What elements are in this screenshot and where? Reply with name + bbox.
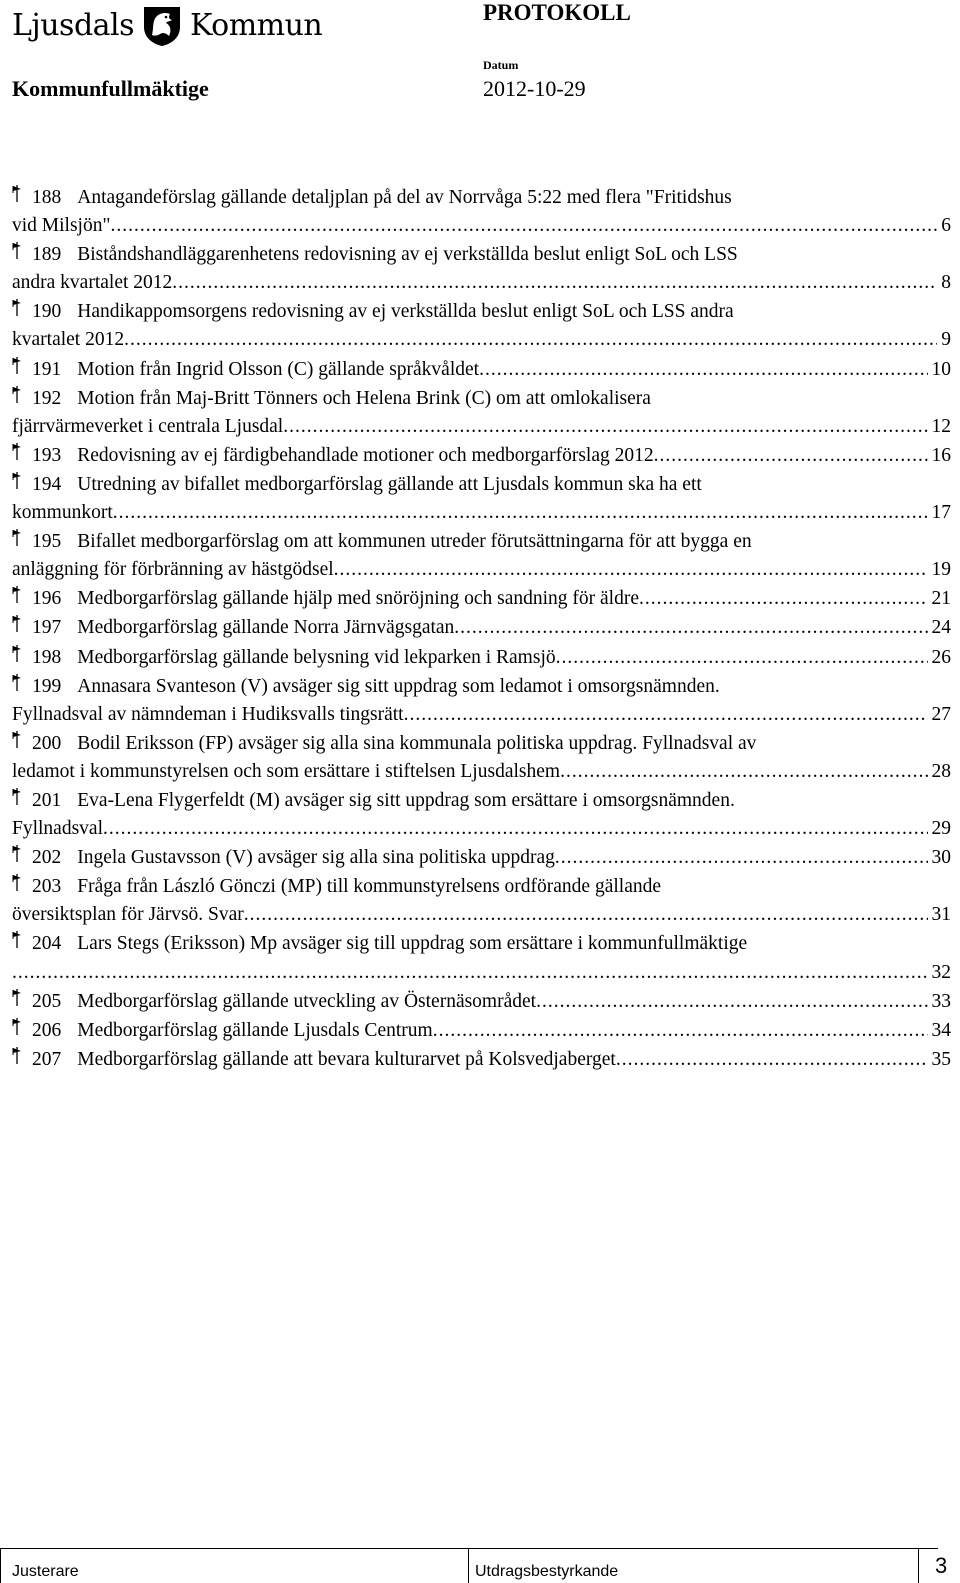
document-date: 2012-10-29 — [483, 76, 586, 101]
toc-entry[interactable] — [12, 672, 951, 729]
heading-marker-icon — [12, 643, 22, 663]
heading-marker-icon — [12, 843, 22, 863]
dot-leader — [172, 269, 937, 297]
dot-leader — [555, 844, 928, 872]
toc-entry-title: Biståndshandläggarenhetens redovisning av ej verkställda beslut enligt SoL och LSS — [77, 244, 738, 266]
toc-entry-title: Medborgarförslag gällande Norra Järnvägsgatan — [77, 617, 455, 639]
dot-leader — [113, 499, 928, 527]
toc-entry-page: 27 — [931, 703, 951, 725]
dot-leader — [639, 585, 928, 613]
dot-leader — [433, 1017, 928, 1045]
heading-marker-icon — [12, 470, 22, 490]
toc-entry-page: 35 — [931, 1048, 951, 1070]
heading-marker-icon — [12, 987, 22, 1007]
heading-marker-icon — [12, 297, 22, 317]
toc-entry-page: 19 — [931, 559, 951, 581]
toc-entry-number: 198 — [32, 646, 62, 668]
toc-entry-page: 28 — [931, 760, 951, 782]
heading-marker-icon — [12, 1016, 22, 1036]
toc-entry-title: ledamot i kommunstyrelsen och som ersättare i stiftelsen Ljusdalshem — [12, 760, 561, 782]
toc-entry[interactable] — [12, 1045, 951, 1074]
toc-entry-number: 189 — [32, 244, 62, 266]
heading-marker-icon — [12, 786, 22, 806]
municipality-logo — [12, 4, 322, 48]
toc-entry[interactable] — [12, 584, 951, 613]
heading-marker-icon — [12, 1045, 22, 1065]
toc-entry[interactable] — [12, 240, 951, 297]
heading-marker-icon — [12, 672, 22, 692]
toc-entry-title: vid Milsjön" — [12, 215, 111, 237]
toc-entry-title: Motion från Ingrid Olsson (C) gällande språkvåldet — [77, 358, 480, 380]
heading-marker-icon — [12, 240, 22, 260]
dot-leader — [12, 959, 928, 987]
page-number: 3 — [935, 1553, 948, 1578]
heading-marker-icon — [12, 355, 22, 375]
toc-entry[interactable] — [12, 441, 951, 470]
toc-entry-number: 200 — [32, 732, 62, 754]
heading-marker-icon — [12, 384, 22, 404]
toc-entry-number: 191 — [32, 358, 62, 380]
toc-entry-page: 16 — [931, 444, 951, 466]
dot-leader — [283, 413, 927, 441]
toc-entry-title: Medborgarförslag gällande utveckling av Östernäsområdet — [77, 990, 537, 1012]
toc-entry-number: 196 — [32, 588, 62, 610]
toc-entry-title: Bodil Eriksson (FP) avsäger sig alla sina kommunala politiska uppdrag. Fyllnadsval av — [77, 732, 757, 754]
toc-entry-page: 24 — [931, 617, 951, 639]
dot-leader — [479, 356, 927, 384]
footer-utdragsbestyrkande-label: Utdragsbestyrkande — [475, 1563, 619, 1580]
toc-entry-title: Eva-Lena Flygerfeldt (M) avsäger sig sitt uppdrag som ersättare i omsorgsnämnden. — [77, 789, 735, 811]
toc-entry-number: 197 — [32, 617, 62, 639]
toc-entry-page: 8 — [941, 272, 951, 294]
toc-entry-title: översiktsplan för Järvsö. Svar — [12, 904, 244, 926]
toc-entry-number: 199 — [32, 675, 62, 697]
toc-entry-page: 34 — [931, 1019, 951, 1041]
logo-word-left: Ljusdals — [12, 8, 135, 43]
toc-entry-title: Medborgarförslag gällande hjälp med snöröjning och sandning för äldre — [77, 588, 639, 610]
toc-entry-number: 190 — [32, 301, 62, 323]
toc-entry-number: 192 — [32, 387, 62, 409]
toc-entry-title: Medborgarförslag gällande att bevara kulturarvet på Kolsvedjaberget — [77, 1048, 616, 1070]
heading-marker-icon — [12, 613, 22, 633]
toc-entry-number: 201 — [32, 789, 62, 811]
dot-leader — [110, 212, 937, 240]
toc-entry-title: Bifallet medborgarförslag om att kommunen utreder förutsättningarna för att bygga en — [77, 531, 752, 553]
date-label: Datum — [483, 58, 519, 72]
dot-leader — [616, 1046, 928, 1074]
footer-justerare-label: Justerare — [12, 1563, 79, 1580]
toc-entry-title: Antagandeförslag gällande detaljplan på del av Norrvåga 5:22 med flera "Fritidshus — [77, 187, 732, 208]
toc-entry-number: 202 — [32, 847, 62, 869]
toc-entry-number: 193 — [32, 444, 62, 466]
toc-entry[interactable] — [12, 729, 951, 786]
dot-leader — [334, 556, 928, 584]
toc-entry[interactable] — [12, 929, 951, 986]
toc-entry-page: 10 — [931, 358, 951, 380]
toc-entry-page: 12 — [931, 415, 951, 437]
coat-of-arms-icon — [142, 5, 182, 47]
toc-entry-page: 33 — [931, 990, 951, 1012]
heading-marker-icon — [12, 929, 22, 949]
toc-entry-number: 206 — [32, 1019, 62, 1041]
heading-marker-icon — [12, 441, 22, 461]
heading-marker-icon — [12, 527, 22, 547]
logo-word-right: Kommun — [190, 8, 323, 43]
toc-entry-title: fjärrvärmeverket i centrala Ljusdal — [12, 415, 284, 437]
toc-entry[interactable] — [12, 470, 951, 527]
dot-leader — [454, 614, 927, 642]
footer-rule — [0, 1548, 938, 1549]
heading-marker-icon — [12, 872, 22, 892]
toc-entry-number: 205 — [32, 990, 62, 1012]
dot-leader — [103, 815, 928, 843]
toc-entry-page: 17 — [931, 502, 951, 524]
toc-entry-title: Fyllnadsval — [12, 818, 103, 840]
toc-entry[interactable] — [12, 297, 951, 354]
toc-entry-title: Redovisning av ej färdigbehandlade motioner och medborgarförslag 2012 — [77, 444, 654, 466]
toc-entry-title: Utredning av bifallet medborgarförslag gällande att Ljusdals kommun ska ha ett — [77, 473, 702, 495]
toc-entry[interactable] — [12, 987, 951, 1016]
toc-entry-title: Fyllnadsval av nämndeman i Hudiksvalls tingsrätt — [12, 703, 404, 725]
dot-leader — [124, 326, 937, 354]
toc-entry-title: kvartalet 2012 — [12, 329, 125, 351]
toc-entry-title: Medborgarförslag gällande belysning vid lekparken i Ramsjö — [77, 646, 556, 668]
toc-entry-page: 6 — [941, 215, 951, 237]
toc-entry-page: 30 — [931, 847, 951, 869]
toc-entry[interactable] — [12, 183, 951, 240]
toc-entry-title: Handikappomsorgens redovisning av ej verkställda beslut enligt SoL och LSS andra — [77, 301, 734, 323]
toc-entry[interactable] — [12, 355, 951, 384]
toc-entry[interactable] — [12, 384, 951, 441]
toc-entry-number: 188 — [32, 187, 62, 208]
toc-entry-number: 207 — [32, 1048, 62, 1070]
toc-entry-page: 21 — [931, 588, 951, 610]
toc-entry-number: 194 — [32, 473, 62, 495]
toc-entry[interactable] — [12, 786, 951, 843]
toc-entry-title: andra kvartalet 2012 — [12, 272, 173, 294]
dot-leader — [654, 442, 928, 470]
toc-entry[interactable] — [12, 1016, 951, 1045]
toc-entry-title: kommunkort — [12, 502, 113, 524]
toc-entry-title: Lars Stegs (Eriksson) Mp avsäger sig till uppdrag som ersättare i kommunfullmäktige — [77, 933, 748, 955]
footer-divider — [918, 1548, 919, 1583]
heading-marker-icon — [12, 584, 22, 604]
dot-leader — [404, 701, 928, 729]
document-type: PROTOKOLL — [483, 0, 631, 25]
toc-entry-title: Medborgarförslag gällande Ljusdals Centrum — [77, 1019, 433, 1041]
body-name: Kommunfullmäktige — [12, 76, 209, 101]
toc-entry[interactable] — [12, 527, 951, 584]
toc-entry-title: Ingela Gustavsson (V) avsäger sig alla sina politiska uppdrag — [77, 847, 555, 869]
dot-leader — [556, 644, 928, 672]
footer-divider — [468, 1548, 469, 1583]
toc-entry[interactable] — [12, 843, 951, 872]
table-of-contents — [12, 183, 951, 1074]
toc-entry[interactable] — [12, 613, 951, 642]
toc-entry-page: 9 — [941, 329, 951, 351]
heading-marker-icon — [12, 729, 22, 749]
dot-leader — [536, 988, 927, 1016]
toc-entry-number: 204 — [32, 933, 62, 955]
toc-entry-page: 26 — [931, 646, 951, 668]
toc-entry-number: 195 — [32, 531, 62, 553]
heading-marker-icon — [12, 183, 22, 203]
toc-entry-page: 29 — [931, 818, 951, 840]
toc-entry[interactable] — [12, 872, 951, 929]
dot-leader — [560, 758, 927, 786]
toc-entry[interactable] — [12, 643, 951, 672]
toc-entry-page: 31 — [931, 904, 951, 926]
toc-entry-title: Annasara Svanteson (V) avsäger sig sitt uppdrag som ledamot i omsorgsnämnden. — [77, 675, 720, 697]
toc-entry-page: 32 — [931, 961, 951, 983]
dot-leader — [244, 901, 928, 929]
toc-entry-title: Fråga från László Gönczi (MP) till kommunstyrelsens ordförande gällande — [77, 876, 662, 898]
toc-entry-title: anläggning för förbränning av hästgödsel — [12, 559, 334, 581]
toc-entry-title: Motion från Maj-Britt Tönners och Helena Brink (C) om att omlokalisera — [77, 387, 651, 409]
toc-entry-number: 203 — [32, 876, 62, 898]
footer-divider — [0, 1548, 1, 1583]
